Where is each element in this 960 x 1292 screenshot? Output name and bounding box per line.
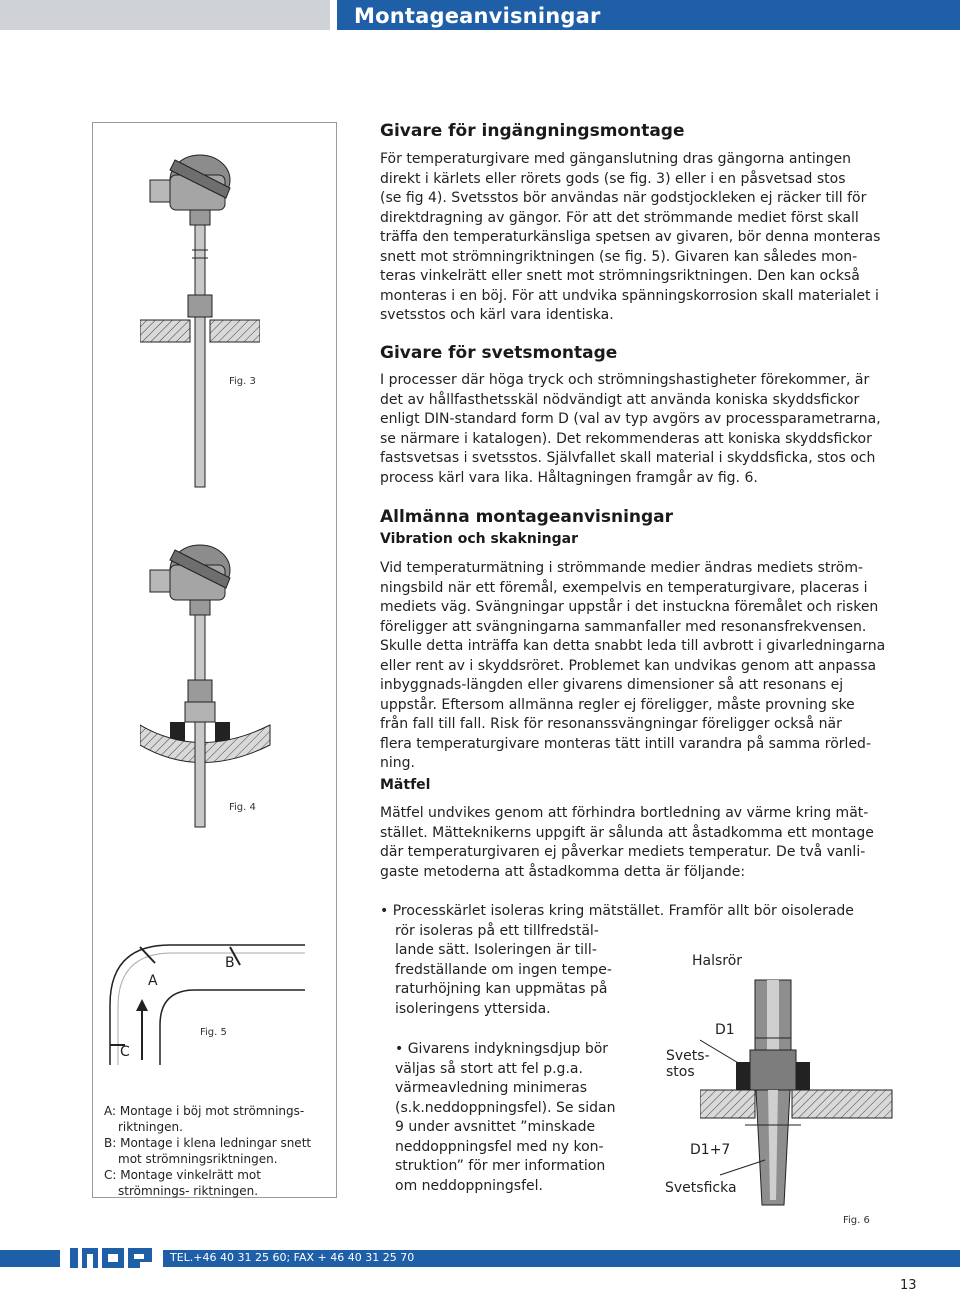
bullet-neddoppning: • Givarens indykningsdjup bör väljas så stort att fel p.g.a. värmeavledning minimeras (s.k.neddoppningsfel). Se sidan 9 under avsnittet ”minskade neddoppningsfel med ny kon- struktion” för mer information om neddoppningsfel.	[395, 1041, 616, 1194]
fig3-label: Fig. 3	[229, 376, 256, 387]
fig6-d1-label: D1	[715, 1022, 735, 1038]
fig5-label-c: C	[120, 1044, 130, 1060]
fig6-halsror-label: Halsrör	[692, 953, 743, 969]
subtitle-vibration: Vibration och skakningar	[380, 531, 578, 547]
inor-logo	[70, 1246, 156, 1270]
fig5-drawing	[100, 935, 330, 1065]
svg-text:INOR: INOR	[70, 1246, 73, 1247]
section-body-svetsmontage: I processer där höga tryck och strömningshastigheter förekommer, är det av hållfasthetsskäl nödvändigt att använda koniska skyddsfickor enligt DIN-standard form D (val av typ avgörs av processparametrarna, se närmare i katalogen). Det rekommenderas att koniska skyddsfickor fastsvetsas i svetsstos. Självfallet skall material i skyddsficka, stos och process kärl vara lika. Håltagningen framgår av fig. 6.	[380, 372, 881, 486]
fig6-label: Fig. 6	[843, 1215, 870, 1226]
section-body-ingangning: För temperaturgivare med gänganslutning dras gängorna antingen direkt i kärlets eller rörets gods (se fig. 3) eller i en påsvetsad stos (se fig 4). Svetsstos bör användas när godstjockleken ej räcker till för direktdragning av gängor. För att det strömmande mediet först skall träffa den temperaturkänsliga spetsen av givaren, bör denna monteras snett mot strömningriktningen (se fig. 5). Givaren kan således mon- teras vinkelrätt eller snett mot strömningsriktningen. Den kan också monteras i en böj. För att undvika spänningskorrosion skall materialet i svetsstos och kärl vara identiska.	[380, 151, 881, 323]
caption-c: C: Montage vinkelrätt mot strömnings- riktningen.	[104, 1168, 261, 1198]
fig6-svetsstos-label: Svets- stos	[666, 1048, 710, 1080]
fig5-label: Fig. 5	[200, 1027, 227, 1038]
fig5-captions	[104, 1103, 334, 1199]
subtitle-matfel: Mätfel	[380, 777, 431, 793]
fig3-drawing	[140, 140, 260, 490]
fig6-drawing	[700, 970, 900, 1210]
fig4-label: Fig. 4	[229, 802, 256, 813]
page-title: Montageanvisningar	[354, 4, 601, 28]
caption-a: A: Montage i böj mot strömnings- riktningen.	[104, 1104, 305, 1134]
footer-contact: TEL.+46 40 31 25 60; FAX + 46 40 31 25 70	[170, 1251, 415, 1264]
fig5-label-a: A	[148, 973, 158, 989]
footer-bar-left	[0, 1250, 60, 1267]
bullet-isolering: • Processkärlet isoleras kring mätstället. Framför allt bör oisolerade rör isoleras på ett tillfredstäl- lande sätt. Isoleringen är till- fredställande om ingen tempe- raturhöjning kan uppmätas på isoleringens yttersida.	[380, 903, 854, 1017]
section-title-ingangning: Givare för ingängningsmontage	[380, 121, 685, 141]
page-number: 13	[900, 1278, 917, 1292]
header-bar	[0, 0, 960, 36]
fig6-d1-7-label: D1+7	[690, 1142, 731, 1158]
fig6-svetsficka-label: Svetsficka	[665, 1180, 737, 1196]
header-grey-block	[0, 0, 330, 30]
section-body-matfel: Mätfel undvikes genom att förhindra bortledning av värme kring mät- stället. Mätteknikerns uppgift är sålunda att åstadkomma ett montage där temperaturgivaren ej påverkar mediets temperatur. De två vanli- gaste metoderna att åstadkomma detta är följande:	[380, 805, 874, 880]
section-body-vibration: Vid temperaturmätning i strömmande medier ändras mediets ström- ningsbild när ett föremål, exempelvis en temperaturgivare, placeras i mediets väg. Svängningar uppstår i det instuckna föremålet och risken föreligger att svängningarna sammanfaller med resonansfrekvensen. Skulle detta inträffa kan detta snabbt leda till avbrott i givarledningarna eller rent av i skyddsröret. Problemet kan undvikas genom att anpassa inbyggnads-längden eller givarens dimensioner så att resonans ej uppstår. Eftersom allmänna regler ej föreligger, måste provning ske från fall till fall. Risk för resonanssvängningar föreligger också när flera temperaturgivare monteras tätt intill varandra på samma rörled- ning.	[380, 560, 886, 771]
caption-b: B: Montage i klena ledningar snett mot strömningsriktningen.	[104, 1136, 312, 1166]
section-title-allmanna: Allmänna montageanvisningar	[380, 507, 674, 527]
fig4-drawing	[140, 530, 280, 830]
section-title-svetsmontage: Givare för svetsmontage	[380, 343, 618, 363]
fig5-label-b: B	[225, 955, 235, 971]
